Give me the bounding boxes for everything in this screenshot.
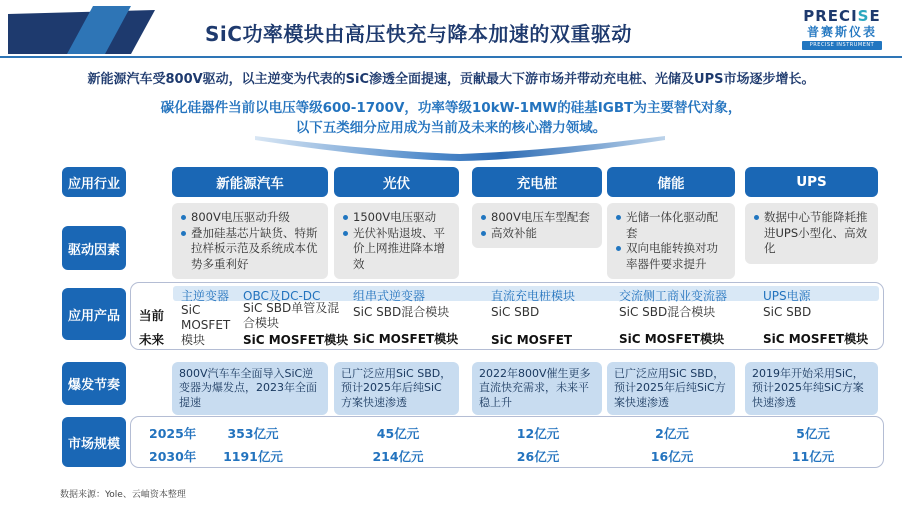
industry-header-storage: 储能: [607, 167, 735, 197]
dot-bullet-icon: [481, 231, 486, 236]
row-tag-future: 未来: [139, 332, 165, 347]
product-subheader-obc: OBC及DC-DC: [243, 289, 321, 303]
market-value: 16亿元: [650, 449, 694, 464]
industry-header-pv: 光伏: [334, 167, 459, 197]
pace-cell-ups: 2019年开始采用SiC，预计2025年纯SiC方案快速渗透: [745, 362, 878, 415]
driver-item: 双向电能转换对功率器件要求提升: [626, 241, 718, 271]
market-value: 26亿元: [516, 449, 560, 464]
product-cell-dc-charging: [491, 305, 609, 347]
row-label-market: 市场规模: [62, 417, 126, 467]
corner-decoration: [7, 6, 167, 56]
brand-subtitle: PRECISE INSTRUMENT: [802, 41, 882, 50]
industry-header-ups: UPS: [745, 167, 878, 197]
driver-item: 光储一体化驱动配套: [626, 210, 718, 240]
intro-line-2: 碳化硅器件当前以电压等级600-1700V，功率等级10kW-1MW的硅基IGBT为主要替代对象，: [160, 100, 742, 116]
driver-item: 800V电压驱动升级: [191, 210, 290, 224]
product-future: SiC MOSFET: [491, 333, 573, 347]
market-value: 45亿元: [376, 426, 420, 441]
product-future: SiC MOSFET模块: [763, 332, 869, 346]
dot-bullet-icon: [343, 215, 348, 220]
market-value: 2亿元: [655, 426, 689, 441]
intro-line-3: 以下五类细分应用成为当前及未来的核心潜力领域。: [295, 120, 607, 136]
dot-bullet-icon: [481, 215, 486, 220]
dot-bullet-icon: [343, 231, 348, 236]
product-current: SiC SBD单管及混合模块: [243, 301, 340, 330]
product-subheader-string-inverter: 组串式逆变器: [353, 289, 426, 303]
product-future: SiC MOSFET模块: [619, 332, 725, 346]
intro-line-1: 新能源汽车受800V驱动，以主逆变为代表的SiC渗透全面提速，贡献最大下游市场并带动充电桩、光储及UPS市场逐步增长。: [87, 72, 815, 87]
pace-cell-charging: 2022年800V催生更多直流快充需求，未来平稳上升: [472, 362, 602, 415]
product-current: SiC SBD: [763, 305, 812, 319]
logo-s-icon: S: [857, 7, 870, 25]
product-current: SiC SBD混合模块: [353, 305, 450, 319]
dot-bullet-icon: [754, 215, 759, 220]
driver-item: 光伏补贴退坡、平价上网推进降本增效: [353, 225, 445, 271]
product-cell-obc: [243, 301, 349, 347]
data-source-note: 数据来源：Yole、云岫资本整理: [60, 490, 186, 500]
brand-logo: [802, 8, 882, 50]
dot-bullet-icon: [616, 246, 621, 251]
down-chevron-funnel-icon: [255, 133, 665, 163]
driver-cell-storage: [607, 203, 735, 279]
market-value: 5亿元: [796, 426, 830, 441]
row-label-products: 应用产品: [62, 288, 126, 340]
market-value: 11亿元: [791, 449, 835, 464]
product-subheader-ac-converter: 交流侧工商业变流器: [619, 289, 728, 303]
page-title: SiC功率模块由高压快充与降本加速的双重驱动: [205, 22, 632, 46]
product-current: SiC SBD混合模块: [619, 305, 716, 319]
row-label-pace: 爆发节奏: [62, 362, 126, 405]
driver-item: 1500V电压驱动: [353, 210, 437, 224]
product-future: SiC MOSFET模块: [353, 332, 459, 346]
dot-bullet-icon: [616, 215, 621, 220]
pace-cell-nev: 800V汽车车全面导入SiC逆变器为爆发点，2023年全面提速: [172, 362, 328, 415]
product-cell-string-inverter: [353, 305, 471, 347]
industry-header-nev: 新能源汽车: [172, 167, 328, 197]
product-cell-ac-converter: [619, 305, 743, 347]
driver-item: 叠加硅基芯片缺货、特斯拉样板示范及系统成本优势多重利好: [191, 225, 318, 271]
driver-cell-pv: [334, 203, 459, 279]
driver-item: 高效补能: [491, 225, 537, 240]
product-subheader-main-inverter: 主逆变器: [181, 289, 230, 303]
product-cell-ups-power: [763, 305, 881, 347]
market-year-2030: 2030年: [149, 449, 197, 464]
brand-wordmark: PRECISE: [803, 7, 881, 25]
product-subheader-ups-power: UPS电源: [763, 289, 811, 303]
product-subheader-dc-charging: 直流充电桩模块: [491, 289, 576, 303]
driver-item: 数据中心节能降耗推进UPS小型化、高效化: [764, 210, 868, 256]
driver-cell-nev: [172, 203, 328, 279]
market-value: 12亿元: [516, 426, 560, 441]
dot-bullet-icon: [181, 231, 186, 236]
driver-item: 800V电压车型配套: [491, 210, 590, 224]
product-current: SiC SBD: [491, 305, 540, 319]
row-label-drivers: 驱动因素: [62, 226, 126, 270]
driver-cell-charging: [472, 203, 602, 248]
pace-cell-pv: 已广泛应用SiC SBD，预计2025年后纯SiC方案快速渗透: [334, 362, 459, 415]
industry-header-charging: 充电桩: [472, 167, 602, 197]
driver-cell-ups: [745, 203, 878, 264]
market-year-2025: 2025年: [149, 426, 197, 441]
product-cell-main-inverter: SiC MOSFET 模块: [181, 303, 231, 347]
row-tag-current: 当前: [139, 308, 165, 323]
market-value: 214亿元: [372, 449, 424, 464]
header-divider: [0, 56, 902, 58]
market-box: [130, 416, 884, 468]
market-value: 353亿元: [227, 426, 279, 441]
products-box: [130, 282, 884, 350]
pace-cell-storage: 已广泛应用SiC SBD，预计2025年后纯SiC方案快速渗透: [607, 362, 735, 415]
market-value: 1191亿元: [223, 449, 283, 464]
dot-bullet-icon: [181, 215, 186, 220]
brand-name-cn: 普赛斯仪表: [806, 24, 877, 39]
row-label-industry: 应用行业: [62, 167, 126, 197]
product-future: SiC MOSFET模块: [243, 333, 349, 347]
